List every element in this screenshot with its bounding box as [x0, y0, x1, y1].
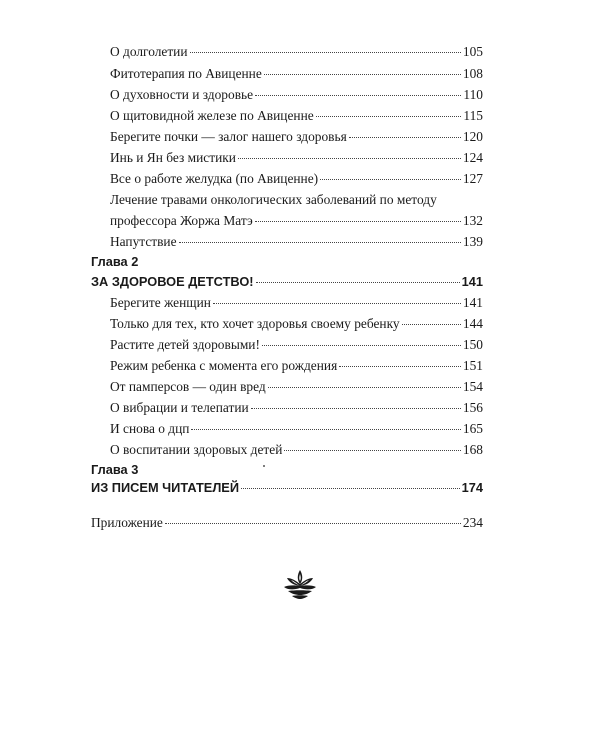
toc-entry[interactable] — [110, 150, 483, 166]
toc-entry[interactable] — [110, 316, 483, 332]
toc-entry[interactable] — [110, 87, 483, 103]
toc-entry-title: Берегите почки — залог нашего здоровья — [110, 129, 347, 144]
chapter-2-label: Глава 2 — [91, 254, 139, 269]
toc-page-number: 120 — [462, 129, 483, 144]
toc-entry-title: Напутствие — [110, 234, 177, 249]
chapter-2-title-entry[interactable] — [91, 274, 483, 290]
toc-entry[interactable] — [110, 421, 483, 437]
toc-entry[interactable] — [110, 379, 483, 395]
toc-page-number: 144 — [462, 316, 483, 331]
toc-entry-title: Растите детей здоровыми! — [110, 337, 260, 352]
toc-page-number: 165 — [462, 421, 483, 436]
chapter-title: ЗА ЗДОРОВОЕ ДЕТСТВО! — [91, 274, 254, 289]
toc-entry[interactable] — [110, 213, 483, 229]
toc-entry-title: О духовности и здоровье — [110, 87, 254, 102]
dot-leader — [268, 387, 461, 388]
chapter-title: ИЗ ПИСЕМ ЧИТАТЕЛЕЙ — [91, 480, 240, 495]
toc-page-number: 174 — [461, 480, 483, 495]
toc-entry-title: Инь и Ян без мистики — [110, 150, 236, 165]
toc-page-number: 141 — [462, 295, 483, 310]
toc-entry-title-line1[interactable]: Лечение травами онкологических заболеваний по методу — [110, 192, 437, 207]
dot-leader — [255, 95, 461, 96]
print-speck — [263, 465, 265, 467]
toc-entry-title: Режим ребенка с момента его рождения — [110, 358, 338, 373]
toc-entry-title: Только для тех, кто хочет здоровья своему ребенку — [110, 316, 400, 331]
toc-entry[interactable] — [110, 108, 483, 124]
toc-page-number: 234 — [462, 515, 483, 530]
toc-entry[interactable] — [110, 66, 483, 82]
dot-leader — [284, 450, 461, 451]
toc-entry-title: От памперсов — один вред — [110, 379, 266, 394]
toc-entry[interactable] — [110, 442, 483, 458]
toc-page-number: 150 — [462, 337, 483, 352]
toc-entry-title: О вибрации и телепатии — [110, 400, 249, 415]
chapter-3-title-entry[interactable] — [91, 480, 483, 496]
toc-entry[interactable] — [110, 171, 483, 187]
toc-entry[interactable] — [110, 400, 483, 416]
toc-entry-title: И снова о дцп — [110, 421, 190, 436]
toc-entry-title: Берегите женщин — [110, 295, 211, 310]
toc-entry-title: О воспитании здоровых детей — [110, 442, 283, 457]
dot-leader — [251, 408, 461, 409]
dot-leader — [264, 74, 461, 75]
dot-leader — [339, 366, 461, 367]
toc-page-number: 141 — [461, 274, 483, 289]
dot-leader — [262, 345, 461, 346]
dot-leader — [190, 52, 461, 53]
toc-page-number: 154 — [462, 379, 483, 394]
toc-entry-title: Приложение — [91, 515, 163, 530]
toc-page-number: 132 — [462, 213, 483, 228]
toc-entry[interactable] — [110, 358, 483, 374]
dot-leader — [349, 137, 461, 138]
toc-page-number: 168 — [462, 442, 483, 457]
dot-leader — [402, 324, 461, 325]
toc-page-number: 151 — [462, 358, 483, 373]
dot-leader — [191, 429, 460, 430]
dot-leader — [256, 282, 460, 283]
appendix-entry[interactable] — [91, 515, 483, 531]
dot-leader — [241, 488, 460, 489]
toc-page-number: 156 — [462, 400, 483, 415]
dot-leader — [316, 116, 462, 117]
toc-entry-title: О щитовидной железе по Авиценне — [110, 108, 314, 123]
dot-leader — [320, 179, 461, 180]
toc-entry[interactable] — [110, 129, 483, 145]
toc-page-number: 127 — [462, 171, 483, 186]
toc-entry-title: профессора Жоржа Матэ — [110, 213, 253, 228]
toc-entry[interactable] — [110, 337, 483, 353]
dot-leader — [238, 158, 461, 159]
dot-leader — [165, 523, 461, 524]
toc-entry[interactable] — [110, 44, 483, 60]
toc-page-number: 115 — [463, 108, 483, 123]
toc-page-number: 124 — [462, 150, 483, 165]
toc-entry[interactable] — [110, 234, 483, 250]
dot-leader — [255, 221, 461, 222]
toc-page-number: 105 — [462, 44, 483, 59]
toc-entry-title: Все о работе желудка (по Авиценне) — [110, 171, 319, 186]
toc-entry-title: О долголетии — [110, 44, 188, 59]
toc-page-number: 110 — [463, 87, 483, 102]
dot-leader — [179, 242, 461, 243]
dot-leader — [213, 303, 461, 304]
toc-entry[interactable] — [110, 295, 483, 311]
toc-page-number: 108 — [462, 66, 483, 81]
toc-page-number: 139 — [462, 234, 483, 249]
chapter-3-label: Глава 3 — [91, 462, 139, 477]
toc-entry-title: Фитотерапия по Авиценне — [110, 66, 262, 81]
lotus-ornament-icon — [282, 567, 318, 601]
